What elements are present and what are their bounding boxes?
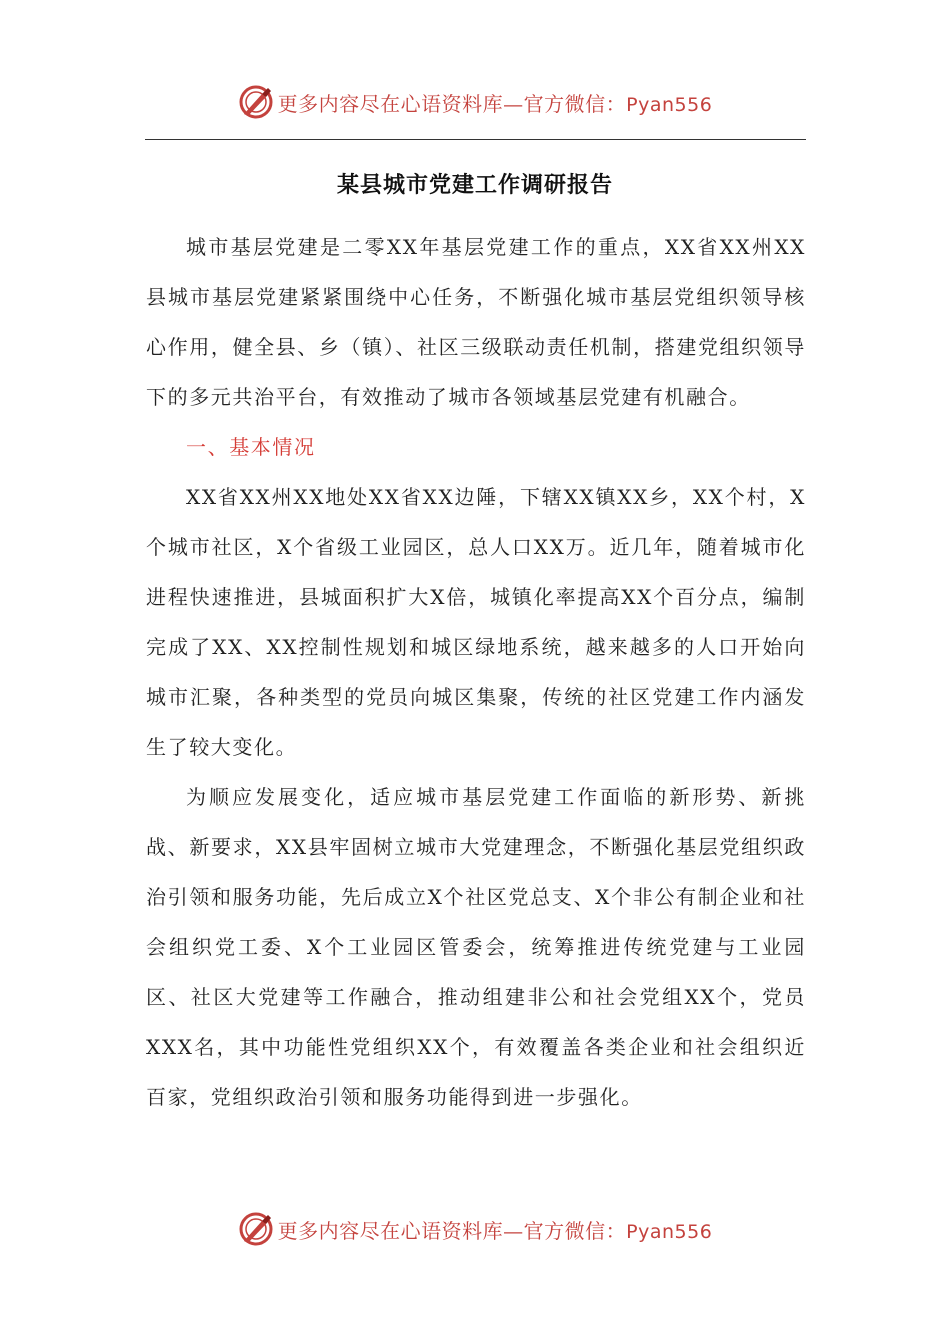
section-heading: 一、基本情况 (186, 435, 316, 459)
paragraph-basic-info: XX省XX州XX地处XX省XX边陲，下辖XX镇XX乡，XX个村，X个城市社区，X个省级工业园区，总人口XX万。近几年，随着城市化进程快速推进，县城面积扩大X倍，城镇化率提高XX个百分点，编制完成了XX、XX控制性规划和城区绿地系统，越来越多的人口开始向城市汇聚，各种类型的党员向城区集聚，传统的社区党建工作内涵发生了较大变化。 (146, 485, 806, 759)
pen-circle-logo-icon (238, 1211, 274, 1247)
pen-circle-logo-icon (238, 84, 274, 120)
document-body (146, 222, 806, 1122)
brand-text: 更多内容尽在心语资料库—官方微信：Pyan556 (277, 1218, 713, 1243)
paragraph-intro: 城市基层党建是二零XX年基层党建工作的重点，XX省XX州XX县城市基层党建紧紧围绕中心任务，不断强化城市基层党组织领导核心作用，健全县、乡（镇）、社区三级联动责任机制，搭建党组织领导下的多元共治平台，有效推动了城市各领域基层党建有机融合。 (146, 235, 806, 409)
paragraph-measures: 为顺应发展变化，适应城市基层党建工作面临的新形势、新挑战、新要求，XX县牢固树立城市大党建理念，不断强化基层党组织政治引领和服务功能，先后成立X个社区党总支、X个非公有制企业和社会组织党工委、X个工业园区管委会，统筹推进传统党建与工业园区、社区大党建等工作融合，推动组建非公和社会党组XX个，党员XXX名，其中功能性党组织XX个，有效覆盖各类企业和社会组织近百家，党组织政治引领和服务功能得到进一步强化。 (146, 785, 806, 1109)
brand-id: Pyan556 (626, 93, 713, 116)
footer-watermark (0, 1207, 950, 1251)
brand-text: 更多内容尽在心语资料库—官方微信：Pyan556 (277, 91, 713, 116)
document-title: 某县城市党建工作调研报告 (336, 172, 613, 198)
header-watermark (0, 80, 950, 124)
header-divider (145, 139, 806, 140)
brand-id: Pyan556 (626, 1220, 713, 1243)
